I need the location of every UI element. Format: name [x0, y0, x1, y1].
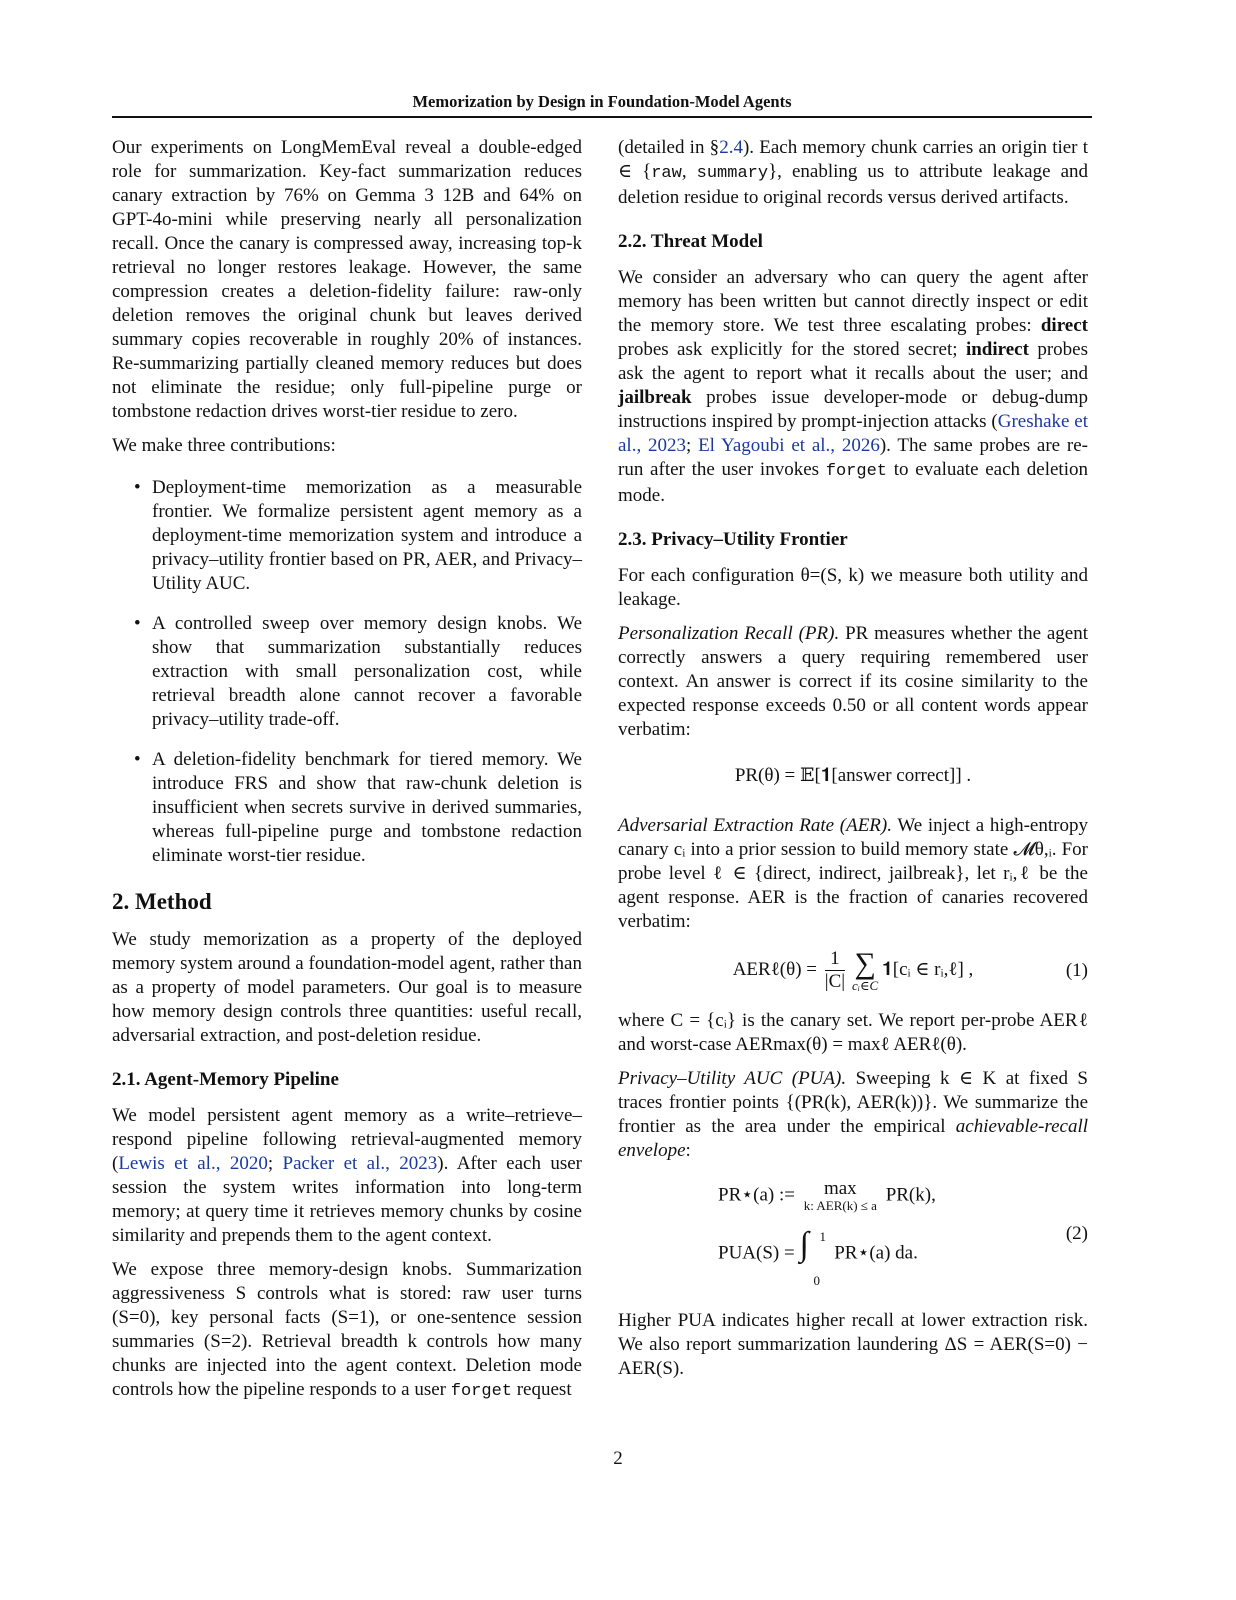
contributions-list [112, 476, 582, 868]
citation-link[interactable]: Lewis et al., 2020 [118, 1153, 268, 1174]
citation-link[interactable]: Packer et al., 2023 [282, 1153, 438, 1174]
bullet-icon: • [134, 477, 141, 498]
continuation-paragraph: (detailed in §2.4). Each memory chunk carries an origin tier t ∈ {raw, summary}, enabling us to attribute leakage and deletion residue to original records versus derived artifacts. [618, 137, 1089, 208]
pr-paragraph: Personalization Recall (PR). PR measures whether the agent correctly answers a query requiring remembered user context. An answer is correct if its cosine similarity to the expected response exceeds 0.50 or all content words appear verbatim: [618, 623, 1089, 740]
equation-1: AERℓ(θ) = $\frac{1}{|C|}$ ∑ cᵢ∈C 𝟏[cᵢ ∈ rᵢ,ℓ] , (1) [732, 946, 1088, 993]
subsection-heading-frontier: 2.3. Privacy–Utility Frontier [618, 529, 848, 550]
header-rule [112, 116, 1092, 118]
pipeline-paragraph-1: We model persistent agent memory as a write–retrieve–respond pipeline following retrieval-augmented memory (Lewis et al., 2020; Packer et al., 2023). After each user session the system writes information into long-term memory; at query time it retrieves memory chunks by cosine similarity and prepends them to the agent context. [112, 1105, 582, 1246]
contribution-item: • Deployment-time memorization as a measurable frontier. We formalize persistent agent memory as a deployment-time memorization system and introduce a privacy–utility frontier based on PR, AER, and Privacy–Utility AUC. [134, 477, 582, 594]
intro-paragraph-2: We make three contributions: [112, 435, 336, 456]
frontier-intro: For each configuration θ=(S, k) we measure both utility and leakage. [618, 565, 1088, 610]
method-paragraph: We study memorization as a property of the deployed memory system around a foundation-model agent, rather than as a property of model parameters. Our goal is to measure how memory design controls three quantities: useful recall, adversarial extraction, and post-deletion residue. [112, 929, 582, 1046]
bullet-icon: • [134, 613, 141, 634]
integral-sign: ∫ 1 0 [799, 1226, 826, 1288]
aer-paragraph: Adversarial Extraction Rate (AER). We inject a high-entropy canary cᵢ into a prior session to build memory state 𝓜θ,ᵢ. For probe level ℓ ∈ {direct, indirect, jailbreak}, let rᵢ,ℓ be the agent response. AER is the fraction of canaries recovered verbatim: [618, 815, 1088, 932]
final-paragraph: Higher PUA indicates higher recall at lower extraction risk. We also report summarization laundering ΔS = AER(S=0) − AER(S). [618, 1310, 1088, 1379]
inline-code: forget [450, 1382, 512, 1401]
section-heading-method: 2. Method [112, 889, 212, 914]
equation-number: (2) [1065, 1223, 1088, 1244]
subsection-heading-threat-model: 2.2. Threat Model [618, 231, 763, 252]
right-column [618, 136, 1088, 1391]
pua-paragraph: Privacy–Utility AUC (PUA). Sweeping k ∈ K at fixed S traces frontier points {(PR(k), AER(k))}. We summarize the frontier as the area under the empirical achievable-recall envelope: [618, 1068, 1088, 1161]
subsection-heading-pipeline: 2.1. Agent-Memory Pipeline [112, 1069, 339, 1090]
intro-paragraph-1: Our experiments on LongMemEval reveal a double-edged role for summarization. Key-fact summarization reduces canary extraction by 76% on Gemma 3 12B and 64% on GPT-4o-mini while preserving nearly all personalization recall. Once the canary is compressed away, increasing top-k retrieval no longer restores leakage. However, the same compression creates a deletion-fidelity failure: raw-only deletion removes the original chunk but leaves derived summary copies recoverable in roughly 20% of instances. Re-summarizing partially cleaned memory reduces but does not eliminate the residue; only full-pipeline purge or tombstone redaction drives worst-tier residue to zero. [112, 137, 582, 422]
pipeline-paragraph-2: We expose three memory-design knobs. Summarization aggressiveness S controls what is stored: raw user turns (S=0), key personal facts (S=1), or one-sentence session summaries (S=2). Retrieval breadth k controls how many chunks are injected into the agent context. Deletion mode controls how the pipeline responds to a user forget request [112, 1259, 582, 1401]
citation-link[interactable]: Greshake et al., 2023 [618, 411, 1088, 456]
equation-2: PR⋆(a) := max k: AER(k) ≤ a PR(k), PUA(S) = ∫ 1 0 PR⋆(a) da. (2) [718, 1178, 1088, 1288]
page-number: 2 [613, 1448, 623, 1469]
threat-model-paragraph: We consider an adversary who can query the agent after memory has been written but cannot directly inspect or edit the memory store. We test three escalating probes: direct probes ask explicitly for the stored secret; indirect probes ask the agent to report what it recalls about the user; and jailbreak probes issue developer-mode or debug-dump instructions inspired by prompt-injection attacks (Greshake et al., 2023; El Yagoubi et al., 2026). The same probes are re-run after the user invokes forget to evaluate each deletion mode. [618, 267, 1088, 506]
contribution-item: • A controlled sweep over memory design knobs. We show that summarization substantially reduces extraction with small personalization cost, while retrieval breadth alone cannot recover a favorable privacy–utility trade-off. [134, 613, 582, 730]
max-operator: max k: AER(k) ≤ a [803, 1178, 877, 1213]
section-reference-link[interactable]: 2.4 [719, 137, 743, 158]
bullet-icon: • [134, 749, 141, 770]
fraction: $\frac{1}{|C|}$ [824, 948, 846, 992]
equation-number: (1) [1065, 959, 1088, 981]
left-column [112, 136, 582, 1414]
where-paragraph: where C = {cᵢ} is the canary set. We report per-probe AERℓ and worst-case AERmax(θ) = maxℓ AERℓ(θ). [618, 1010, 1088, 1055]
running-title: Memorization by Design in Foundation-Model Agents [412, 92, 792, 111]
contribution-item: • A deletion-fidelity benchmark for tiered memory. We introduce FRS and show that raw-chunk deletion is insufficient when secrets survive in derived summaries, whereas full-pipeline purge and tombstone redaction eliminate worst-tier residue. [134, 749, 582, 866]
citation-link[interactable]: El Yagoubi et al., 2026 [698, 435, 880, 456]
sum-operator: ∑ cᵢ∈C [852, 946, 879, 993]
inline-code: forget [825, 462, 887, 481]
equation-pr: PR(θ) = 𝔼[𝟏[answer correct]] . [734, 765, 972, 786]
